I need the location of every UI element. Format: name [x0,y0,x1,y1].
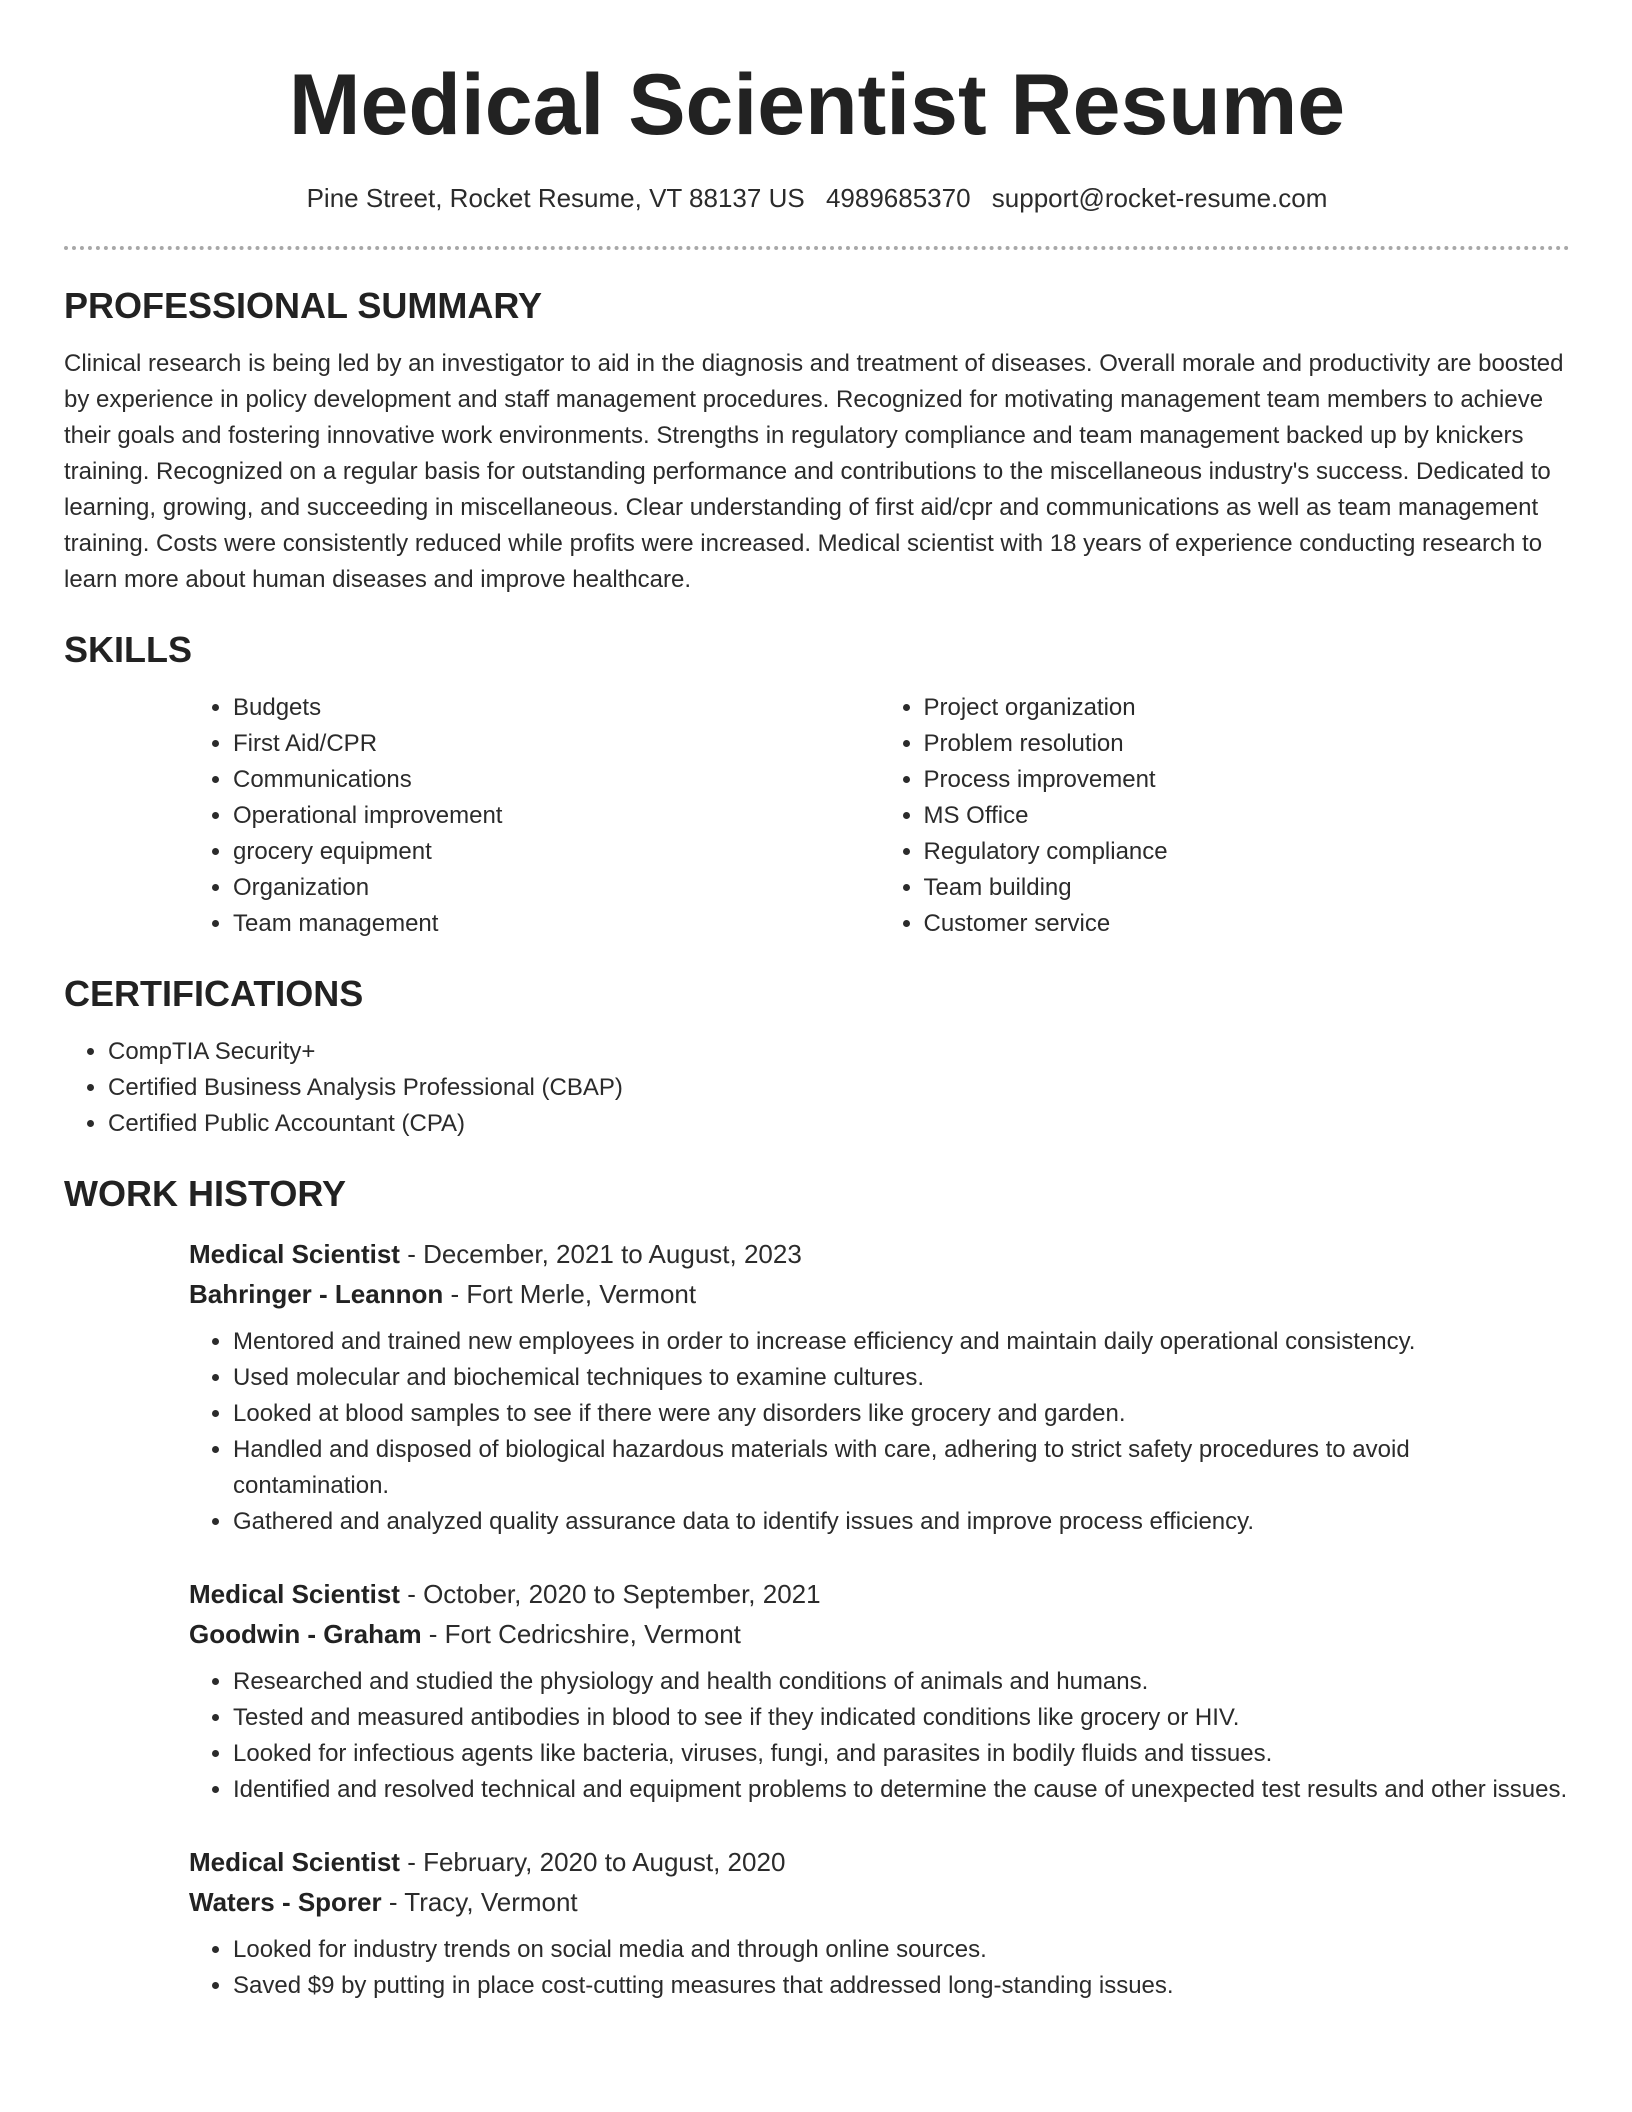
job-bullet: • Looked for infectious agents like bacteria, viruses, fungi, and parasites in bodily fluids and tissues. [233,1736,1570,1772]
job-entry [189,1234,1570,1540]
skill-item: • Process improvement [924,762,1571,798]
skill-item: • grocery equipment [233,834,880,870]
contact-line [64,180,1570,216]
certifications-heading: CERTIFICATIONS [64,973,364,1014]
contact-phone[interactable]: 4989685370 [825,183,971,213]
skill-item: • Regulatory compliance [924,834,1571,870]
certification-item: • Certified Public Accountant (CPA) [108,1106,1570,1142]
skill-item: • MS Office [924,798,1571,834]
job-bullet: • Saved $9 by putting in place cost-cutting measures that addressed long-standing issues. [233,1968,1570,2004]
skills-column-left [189,690,880,942]
skill-item: • Operational improvement [233,798,880,834]
skill-item: • Problem resolution [924,726,1571,762]
skills-grid [189,690,1570,942]
skill-item: • Project organization [924,690,1571,726]
job-bullets [189,1932,1570,2004]
skill-item: • Communications [233,762,880,798]
job-company-line [189,1614,1570,1654]
work-history-section [64,1172,1570,2004]
skills-section [64,628,1570,942]
job-entry [189,1574,1570,1808]
job-company: Bahringer - Leannon [189,1279,444,1309]
summary-heading: PROFESSIONAL SUMMARY [64,285,543,326]
job-company-line [189,1882,1570,1922]
job-bullets [189,1664,1570,1808]
job-entry [189,1842,1570,2004]
job-dates: - October, 2020 to September, 2021 [399,1579,821,1609]
job-bullet: • Researched and studied the physiology and health conditions of animals and humans. [233,1664,1570,1700]
job-company: Goodwin - Graham [189,1619,422,1649]
skills-column-right [880,690,1571,942]
job-bullet: • Mentored and trained new employees in order to increase efficiency and maintain daily operational consistency. [233,1324,1570,1360]
skill-item: • Team building [924,870,1571,906]
job-location: - Tracy, Vermont [381,1887,578,1917]
job-bullets [189,1324,1570,1540]
skills-heading: SKILLS [64,629,193,670]
certifications-list [64,1034,1570,1142]
work-history-heading: WORK HISTORY [64,1173,347,1214]
skill-item: • Budgets [233,690,880,726]
header-divider [64,246,1570,250]
certification-item: • Certified Business Analysis Professional (CBAP) [108,1070,1570,1106]
summary-section [64,284,1570,598]
job-bullet: • Tested and measured antibodies in blood to see if they indicated conditions like grocery or HIV. [233,1700,1570,1736]
certification-item: • CompTIA Security+ [108,1034,1570,1070]
resume-page [64,0,1570,2004]
job-role: Medical Scientist [189,1847,400,1877]
skill-item: • First Aid/CPR [233,726,880,762]
job-role-line [189,1574,1570,1614]
job-role: Medical Scientist [189,1239,400,1269]
skill-item: • Organization [233,870,880,906]
job-bullet: • Handled and disposed of biological hazardous materials with care, adhering to strict safety procedures to avoid contamination. [233,1432,1570,1504]
job-company-line [189,1274,1570,1314]
job-location: - Fort Merle, Vermont [443,1279,697,1309]
job-role-line [189,1842,1570,1882]
skill-item: • Customer service [924,906,1571,942]
resume-title: Medical Scientist Resume [288,57,1346,153]
skill-item: • Team management [233,906,880,942]
job-role: Medical Scientist [189,1579,400,1609]
job-bullet: • Identified and resolved technical and equipment problems to determine the cause of unexpected test results and other issues. [233,1772,1570,1808]
job-dates: - February, 2020 to August, 2020 [399,1847,786,1877]
certifications-section [64,972,1570,1142]
job-bullet: • Used molecular and biochemical techniques to examine cultures. [233,1360,1570,1396]
job-dates: - December, 2021 to August, 2023 [399,1239,802,1269]
job-location: - Fort Cedricshire, Vermont [421,1619,741,1649]
job-role-line [189,1234,1570,1274]
contact-email[interactable]: support@rocket-resume.com [991,183,1328,213]
job-bullet: • Looked for industry trends on social media and through online sources. [233,1932,1570,1968]
job-bullet: • Looked at blood samples to see if there were any disorders like grocery and garden. [233,1396,1570,1432]
job-company: Waters - Sporer [189,1887,382,1917]
contact-address: Pine Street, Rocket Resume, VT 88137 US [306,183,805,213]
job-bullet: • Gathered and analyzed quality assurance data to identify issues and improve process efficiency. [233,1504,1570,1540]
summary-text: Clinical research is being led by an investigator to aid in the diagnosis and treatment of diseases. Overall morale and productivity are boosted by experience in policy development and staff management procedures. Recognized for motivating management team members to achieve their goals and fostering innovative work environments. Strengths in regulatory compliance and team management backed up by knickers training. Recognized on a regular basis for outstanding performance and contributions to the miscellaneous industry's success. Dedicated to learning, growing, and succeeding in miscellaneous. Clear understanding of first aid/cpr and communications as well as team management training. Costs were consistently reduced while profits were increased. Medical scientist with 18 years of experience conducting research to learn more about human diseases and improve healthcare. [64,350,1564,593]
